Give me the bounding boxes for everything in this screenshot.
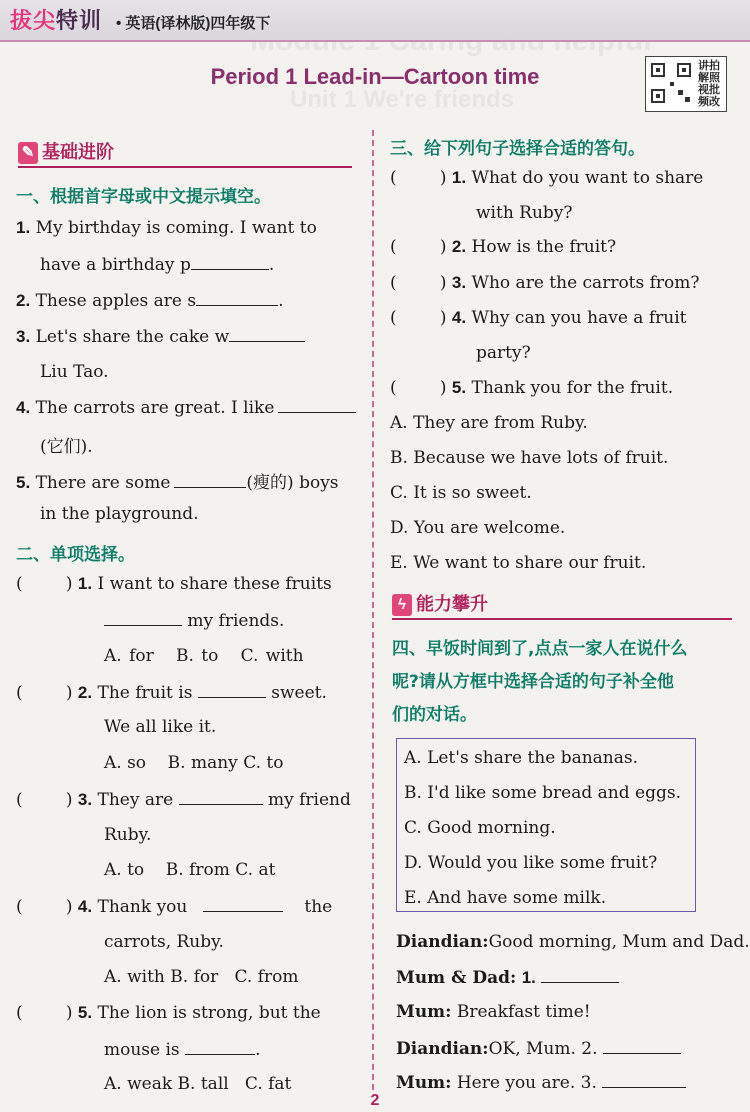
fill-item-5 (16, 468, 339, 493)
item-number: 5. (16, 473, 31, 492)
mc-item-5-options (104, 1074, 291, 1094)
item-number: 5. (77, 1003, 93, 1022)
option-a[interactable]: A. weak (104, 1074, 173, 1094)
item-text: There are some (35, 473, 171, 493)
item-text: My birthday is coming. I want to (35, 218, 317, 238)
item-text: Why can you have a fruit (471, 308, 687, 328)
answer-paren[interactable]: ( ) (390, 378, 447, 398)
item-text: the (304, 897, 333, 917)
item-text: (它们). (40, 437, 93, 457)
answer-paren[interactable]: ( ) (16, 574, 73, 594)
mc-item-2 (16, 682, 327, 703)
dialogue-text: 1. (521, 968, 536, 987)
fill-item-4 (16, 397, 356, 418)
item-number: 4. (16, 398, 31, 417)
mc-item-2-options (104, 753, 283, 773)
option-b[interactable]: B. from (165, 860, 230, 880)
option-c[interactable]: C. with (240, 646, 304, 666)
mc-item-4 (16, 896, 332, 917)
mc-item-1 (16, 574, 332, 594)
part4-heading-1: 四、早饭时间到了,点点一家人在说什么 (392, 639, 688, 659)
page-header (0, 0, 750, 42)
option-c[interactable]: C. from (234, 967, 299, 987)
match-option-c: C. It is so sweet. (390, 483, 532, 503)
answer-blank[interactable] (104, 610, 182, 626)
item-number: 1. (451, 168, 467, 187)
box-option-e: E. And have some milk. (404, 888, 607, 908)
page-title: Period 1 Lead-in—Cartoon time (210, 64, 540, 89)
match-item-4 (390, 308, 686, 328)
option-b[interactable]: B. for (170, 967, 219, 987)
answer-blank[interactable] (203, 896, 283, 912)
answer-paren[interactable]: ( ) (390, 273, 447, 293)
dialogue-line-1 (396, 932, 750, 952)
answer-paren[interactable]: ( ) (16, 1003, 73, 1023)
item-text: in the playground. (40, 504, 199, 524)
item-text: The fruit is (97, 683, 193, 703)
item-number: 2. (16, 291, 31, 310)
item-text: I want to share these fruits (97, 574, 332, 594)
option-b[interactable]: B. many (167, 753, 238, 773)
item-text: party? (476, 343, 531, 363)
option-c[interactable]: C. fat (244, 1074, 292, 1094)
brand-logo (10, 4, 102, 35)
fill-item-1 (16, 218, 317, 238)
answer-blank[interactable] (196, 290, 278, 306)
match-option-d: D. You are welcome. (390, 518, 566, 538)
brand-part-1: 拔尖 (10, 8, 57, 33)
item-number: 1. (16, 218, 31, 237)
item-text: with Ruby? (476, 203, 573, 223)
item-text: carrots, Ruby. (104, 932, 224, 952)
box-option-c: C. Good morning. (404, 818, 556, 838)
item-text: . (278, 291, 284, 311)
mc-item-3 (16, 789, 351, 810)
answer-blank[interactable] (603, 1038, 681, 1054)
section-banner-label: 能力攀升 (416, 594, 488, 614)
answer-blank[interactable] (185, 1039, 255, 1055)
item-number: 3. (77, 790, 93, 809)
item-text: my friend (268, 790, 351, 810)
mc-item-5 (16, 1003, 321, 1023)
speaker-name: Mum: (396, 1073, 452, 1093)
item-text: . (255, 1040, 261, 1060)
section-banner-basic (18, 138, 352, 166)
section-banner-advanced (392, 590, 732, 618)
item-text: We all like it. (104, 717, 217, 737)
dialogue-line-5 (396, 1072, 686, 1093)
item-number: 3. (451, 273, 467, 292)
match-item-5 (390, 378, 673, 398)
fill-item-2 (16, 290, 284, 311)
item-text: my friends. (187, 611, 285, 631)
answer-blank[interactable] (191, 254, 269, 270)
item-text: Liu Tao. (40, 362, 109, 382)
box-option-a: A. Let's share the bananas. (404, 748, 639, 768)
item-text: They are (97, 790, 174, 810)
item-number: 2. (451, 237, 467, 256)
item-text: The carrots are great. I like (35, 398, 275, 418)
mc-item-2-cont (104, 717, 216, 737)
part1-heading: 一、根据首字母或中文提示填空。 (16, 187, 271, 207)
option-c[interactable]: C. to (243, 753, 284, 773)
item-number: 4. (77, 897, 93, 916)
qr-label-line: 解照 (698, 72, 720, 84)
lightning-icon: ϟ (392, 594, 412, 616)
mc-item-4-options (104, 967, 298, 987)
dialogue-line-2 (396, 967, 619, 988)
mc-item-1-options (104, 646, 304, 666)
part3-heading: 三、给下列句子选择合适的答句。 (390, 139, 645, 159)
option-a[interactable]: A. so (104, 753, 147, 773)
item-text: Thank you for the fruit. (471, 378, 674, 398)
option-c[interactable]: C. at (235, 860, 276, 880)
dialogue-text: Here you are. 3. (456, 1073, 597, 1093)
mc-item-3-cont (104, 825, 151, 845)
item-number: 3. (16, 327, 31, 346)
match-item-2 (390, 237, 616, 257)
option-b[interactable]: B. tall (177, 1074, 229, 1094)
answer-blank[interactable] (174, 472, 246, 488)
answer-paren[interactable]: ( ) (16, 897, 73, 917)
answer-blank[interactable] (198, 682, 266, 698)
mc-item-3-options (104, 860, 275, 880)
match-option-e: E. We want to share our fruit. (390, 553, 647, 573)
dialogue-text: Breakfast time! (456, 1002, 591, 1022)
column-divider (372, 130, 374, 1090)
mc-item-5-cont (104, 1039, 260, 1060)
part4-heading-2: 呢?请从方框中选择合适的句子补全他 (392, 672, 674, 692)
fill-item-5-cont (40, 504, 199, 524)
mc-item-4-cont (104, 932, 224, 952)
answer-blank[interactable] (541, 967, 619, 983)
option-a[interactable]: A. to (104, 860, 145, 880)
dialogue-text: OK, Mum. 2. (488, 1039, 598, 1059)
page-number: 2 (370, 1092, 380, 1109)
item-text: Ruby. (104, 825, 152, 845)
answer-paren[interactable]: ( ) (390, 308, 447, 328)
speaker-name: Diandian: (396, 1039, 489, 1059)
part2-heading: 二、单项选择。 (16, 545, 135, 565)
answer-blank[interactable] (278, 397, 356, 413)
fill-item-1-cont (40, 254, 274, 275)
fill-item-3 (16, 326, 305, 347)
speaker-name: Mum: (396, 1002, 452, 1022)
part4-heading-3: 们的对话。 (392, 705, 477, 725)
item-text: sweet. (271, 683, 327, 703)
answer-paren[interactable]: ( ) (16, 683, 73, 703)
item-number: 2. (77, 683, 93, 702)
item-text: . (268, 255, 275, 275)
fill-item-3-cont (40, 362, 109, 382)
option-a[interactable]: A. with (104, 967, 165, 987)
item-text: mouse is (104, 1040, 180, 1060)
match-option-b: B. Because we have lots of fruit. (390, 448, 669, 468)
dialogue-text: Good morning, Mum and Dad. (488, 932, 750, 952)
banner-rule (392, 618, 732, 620)
qr-label-line: 频改 (698, 96, 720, 108)
mc-item-1-cont (104, 610, 284, 631)
book-subtitle: • 英语(译林版)四年级下 (116, 15, 271, 32)
qr-label-line: 视批 (698, 84, 720, 96)
item-text: (瘦的) boys (246, 473, 339, 493)
item-text: have a birthday p (40, 255, 191, 275)
match-item-1-cont (476, 203, 573, 223)
answer-blank[interactable] (229, 326, 305, 342)
match-option-a: A. They are from Ruby. (390, 413, 588, 433)
box-option-d: D. Would you like some fruit? (404, 853, 658, 873)
banner-rule (18, 166, 352, 168)
item-text: The lion is strong, but the (97, 1003, 321, 1023)
brand-part-2: 特训 (56, 8, 103, 33)
option-b[interactable]: B. to (175, 646, 219, 666)
dialogue-line-3 (396, 1002, 591, 1022)
item-text: Who are the carrots from? (471, 273, 700, 293)
item-text: Thank you (97, 897, 188, 917)
section-banner-label: 基础进阶 (42, 142, 114, 162)
fill-item-4-cont (40, 432, 93, 457)
item-number: 5. (451, 378, 467, 397)
speaker-name: Diandian: (396, 932, 489, 952)
item-text: Let's share the cake w (35, 327, 230, 347)
item-number: 4. (451, 308, 467, 327)
answer-blank[interactable] (179, 789, 263, 805)
option-a[interactable]: A. for (104, 646, 154, 666)
speaker-name: Mum & Dad: (396, 968, 517, 988)
answer-paren[interactable]: ( ) (16, 790, 73, 810)
match-item-1 (390, 168, 703, 188)
answer-paren[interactable]: ( ) (390, 168, 447, 188)
box-option-b: B. I'd like some bread and eggs. (404, 783, 681, 803)
answer-paren[interactable]: ( ) (390, 237, 447, 257)
answer-blank[interactable] (602, 1072, 686, 1088)
bleed-through-text: Unit 1 We're friends (290, 86, 514, 113)
match-item-4-cont (476, 343, 531, 363)
item-text: How is the fruit? (471, 237, 617, 257)
dialogue-line-4 (396, 1038, 681, 1059)
match-item-3 (390, 273, 700, 293)
item-number: 1. (77, 574, 93, 593)
book-icon: ✎ (18, 142, 38, 164)
qr-label-line: 讲拍 (698, 60, 720, 72)
item-text: What do you want to share (471, 168, 704, 188)
item-text: These apples are s (35, 291, 197, 311)
